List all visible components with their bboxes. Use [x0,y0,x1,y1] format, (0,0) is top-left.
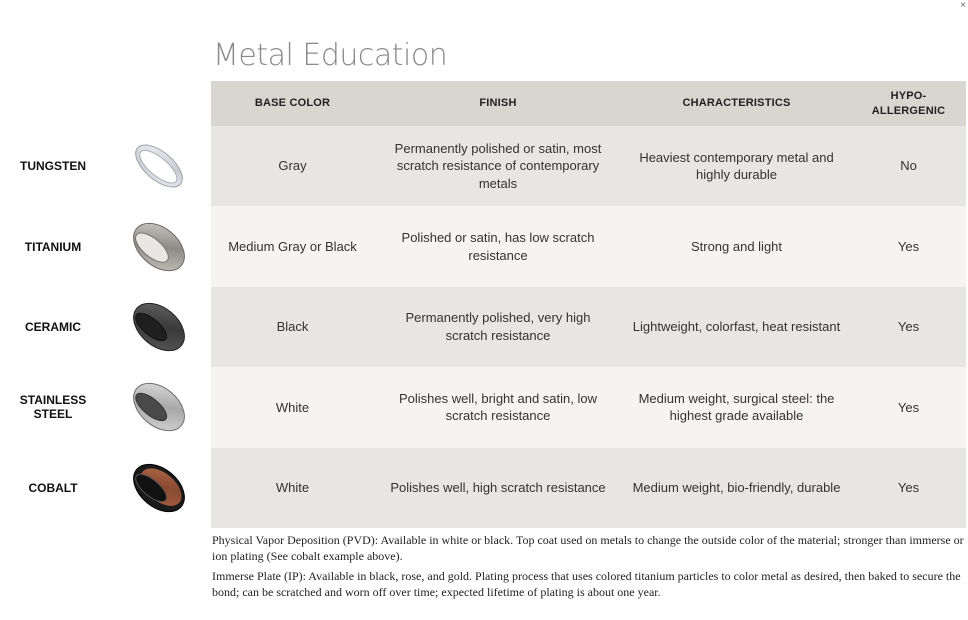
gray-dome-ring-icon [128,218,190,276]
cell-characteristics: Strong and light [690,238,783,254]
cell-finish: Polishes well, bright and satin, low scratch resistance [399,390,597,424]
cell-hypoallergenic: No [900,158,917,174]
table-row [211,448,966,528]
cell-characteristics: Medium weight, surgical steel: the highest grade available [638,390,835,424]
metal-name: TUNGSTEN [20,159,86,174]
metal-labels-column [0,126,211,528]
header-characteristics: CHARACTERISTICS [682,97,791,109]
cell-finish: Polished or satin, has low scratch resistance [401,230,595,263]
metal-comparison-table [211,81,966,528]
table-header-row [211,81,966,126]
cell-base-color: Black [276,319,309,335]
cell-hypoallergenic: Yes [897,319,920,335]
cell-characteristics: Heaviest contemporary metal and highly durable [639,149,834,183]
metal-label-row-titanium [0,206,211,286]
metal-name: CERAMIC [25,319,81,334]
metal-name: COBALT [28,480,78,495]
cell-characteristics: Lightweight, colorfast, heat resistant [632,319,841,335]
header-hypoallergenic [851,81,966,126]
black-brushed-ring-icon [128,298,190,356]
metal-label-row-tungsten [0,126,211,206]
silver-band-ring-icon [128,137,190,195]
header-finish: FINISH [479,97,517,109]
metal-label-row-ceramic [0,287,211,367]
table-row [211,367,966,447]
cell-characteristics: Medium weight, bio-friendly, durable [632,480,841,495]
header-hypoallergenic-text: HYPO- ALLERGENIC [871,89,946,117]
note-ip: Immerse Plate (IP): Available in black, rose, and gold. Plating process that uses colored titanium particles to color metal as desired, then baked to secure the bond; can be scratched and worn off over time; expected lifetime of plating is about one year. [212,569,961,599]
close-icon[interactable]: × [960,0,966,11]
metal-name: TITANIUM [24,239,82,254]
cell-finish: Permanently polished or satin, most scratch resistance of contemporary metals [394,140,602,191]
header-base-color: BASE COLOR [254,97,331,109]
plating-notes [212,533,966,605]
table-row [211,126,966,206]
cell-hypoallergenic: Yes [897,480,920,495]
metal-label-row-cobalt [0,448,211,528]
cell-hypoallergenic: Yes [897,399,920,415]
black-wood-inlay-ring-icon [128,459,190,517]
cell-base-color: White [275,399,310,415]
table-row [211,206,966,286]
note-pvd: Physical Vapor Deposition (PVD): Available in white or black. Top coat used on metals to change the outside color of the material; stronger than immerse or ion plating (See cobalt example above). [212,533,964,563]
steel-flat-ring-icon [128,378,190,436]
cell-hypoallergenic: Yes [897,238,920,254]
cell-finish: Polishes well, high scratch resistance [390,480,606,495]
metal-name: STAINLESS STEEL [19,393,87,422]
cell-base-color: Gray [278,158,307,174]
cell-base-color: White [275,480,310,495]
page-title: Metal Education [213,38,448,73]
metal-label-row-stainless-steel [0,367,211,447]
cell-finish: Permanently polished, very high scratch resistance [405,310,591,343]
table-row [211,287,966,367]
cell-base-color: Medium Gray or Black [228,238,357,254]
